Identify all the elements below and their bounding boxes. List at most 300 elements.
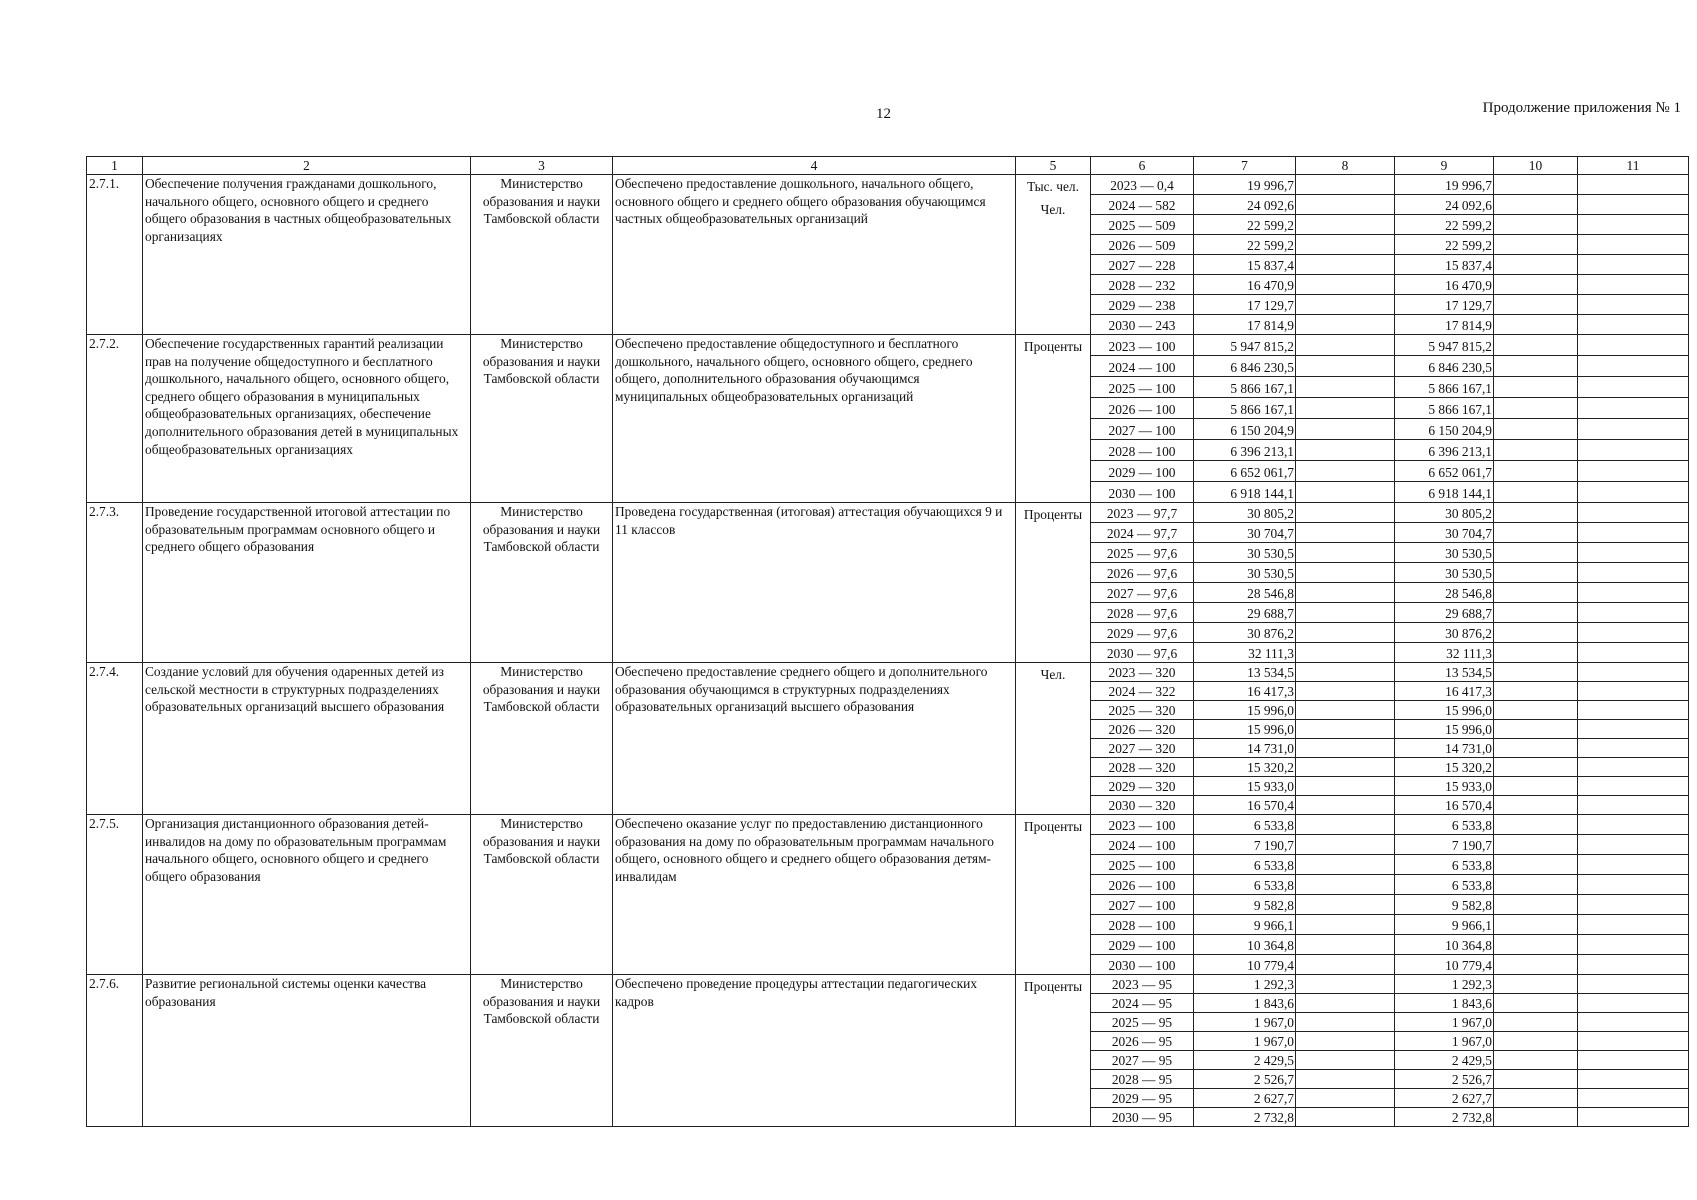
funding-col-9: 9 582,8 (1395, 895, 1494, 915)
funding-col-11 (1578, 503, 1689, 523)
funding-col-8 (1296, 815, 1395, 835)
table-row (87, 175, 1689, 195)
funding-col-11 (1578, 295, 1689, 315)
activity-number: 2.7.6. (87, 975, 143, 1127)
funding-col-10 (1494, 663, 1578, 682)
unit-label: Чел. (1040, 202, 1066, 217)
funding-col-11 (1578, 235, 1689, 255)
funding-col-9: 10 364,8 (1395, 935, 1494, 955)
indicator-value: 2027 — 320 (1091, 739, 1194, 758)
funding-col-10 (1494, 1013, 1578, 1032)
funding-col-8 (1296, 935, 1395, 955)
funding-col-10 (1494, 583, 1578, 603)
funding-total: 1 292,3 (1194, 975, 1296, 994)
funding-col-8 (1296, 335, 1395, 356)
funding-col-8 (1296, 994, 1395, 1013)
funding-col-10 (1494, 835, 1578, 855)
indicator-value: 2024 — 582 (1091, 195, 1194, 215)
funding-total: 1 967,0 (1194, 1013, 1296, 1032)
indicator-value: 2025 — 97,6 (1091, 543, 1194, 563)
funding-col-9: 14 731,0 (1395, 739, 1494, 758)
funding-col-9: 16 570,4 (1395, 796, 1494, 815)
funding-total: 2 526,7 (1194, 1070, 1296, 1089)
funding-total: 6 533,8 (1194, 855, 1296, 875)
indicator-value: 2026 — 100 (1091, 875, 1194, 895)
funding-col-8 (1296, 955, 1395, 975)
funding-col-8 (1296, 1070, 1395, 1089)
indicator-value: 2025 — 509 (1091, 215, 1194, 235)
funding-col-9: 22 599,2 (1395, 235, 1494, 255)
funding-col-9: 6 533,8 (1395, 855, 1494, 875)
indicator-value: 2030 — 100 (1091, 482, 1194, 503)
funding-col-8 (1296, 215, 1395, 235)
funding-total: 6 846 230,5 (1194, 356, 1296, 377)
funding-col-10 (1494, 563, 1578, 583)
funding-col-10 (1494, 758, 1578, 777)
funding-col-11 (1578, 1013, 1689, 1032)
activity-number: 2.7.4. (87, 663, 143, 815)
expected-result: Обеспечено предоставление общедоступного и бесплатного дошкольного, начального общего, основного общего, среднего общего, дополнительного образования обучающимся муниципальных общеобразовательных организаций (613, 335, 1016, 503)
indicator-value: 2029 — 97,6 (1091, 623, 1194, 643)
funding-col-8 (1296, 1051, 1395, 1070)
funding-col-9: 10 779,4 (1395, 955, 1494, 975)
funding-col-9: 2 627,7 (1395, 1089, 1494, 1108)
funding-total: 15 996,0 (1194, 701, 1296, 720)
funding-col-11 (1578, 175, 1689, 195)
funding-total: 16 417,3 (1194, 682, 1296, 701)
unit-of-measure (1016, 503, 1091, 663)
table-row (87, 503, 1689, 523)
indicator-value: 2024 — 100 (1091, 356, 1194, 377)
funding-col-10 (1494, 994, 1578, 1013)
indicator-value: 2030 — 97,6 (1091, 643, 1194, 663)
funding-col-10 (1494, 543, 1578, 563)
funding-col-11 (1578, 335, 1689, 356)
funding-col-11 (1578, 1032, 1689, 1051)
column-header-1: 1 (87, 157, 143, 175)
funding-col-9: 15 837,4 (1395, 255, 1494, 275)
funding-total: 9 966,1 (1194, 915, 1296, 935)
funding-total: 17 814,9 (1194, 315, 1296, 335)
funding-total: 5 947 815,2 (1194, 335, 1296, 356)
expected-result: Обеспечено проведение процедуры аттестации педагогических кадров (613, 975, 1016, 1127)
funding-col-10 (1494, 335, 1578, 356)
activity-name: Проведение государственной итоговой аттестации по образовательным программам основного общего и среднего общего образования (143, 503, 471, 663)
table-row (87, 975, 1689, 994)
column-header-3: 3 (471, 157, 613, 175)
funding-col-11 (1578, 440, 1689, 461)
responsible-executor: Министерство образования и науки Тамбовской области (471, 335, 613, 503)
funding-col-9: 13 534,5 (1395, 663, 1494, 682)
unit-of-measure (1016, 663, 1091, 815)
funding-col-10 (1494, 215, 1578, 235)
funding-col-10 (1494, 777, 1578, 796)
indicator-value: 2023 — 100 (1091, 815, 1194, 835)
funding-total: 15 837,4 (1194, 255, 1296, 275)
funding-col-9: 22 599,2 (1395, 215, 1494, 235)
funding-col-10 (1494, 796, 1578, 815)
activity-number: 2.7.1. (87, 175, 143, 335)
activity-number: 2.7.2. (87, 335, 143, 503)
indicator-value: 2023 — 320 (1091, 663, 1194, 682)
activity-number: 2.7.5. (87, 815, 143, 975)
funding-col-9: 15 996,0 (1395, 720, 1494, 739)
expected-result: Обеспечено оказание услуг по предоставлению дистанционного образования на дому по образовательным программам начального общего, основного общего и среднего общего образования детям-инвалидам (613, 815, 1016, 975)
column-header-11: 11 (1578, 157, 1689, 175)
indicator-value: 2027 — 228 (1091, 255, 1194, 275)
funding-col-8 (1296, 315, 1395, 335)
indicator-value: 2028 — 95 (1091, 1070, 1194, 1089)
funding-col-10 (1494, 440, 1578, 461)
funding-col-11 (1578, 482, 1689, 503)
funding-col-10 (1494, 503, 1578, 523)
unit-of-measure (1016, 815, 1091, 975)
funding-col-9: 15 933,0 (1395, 777, 1494, 796)
funding-col-10 (1494, 720, 1578, 739)
funding-col-8 (1296, 758, 1395, 777)
funding-col-8 (1296, 275, 1395, 295)
unit-label: Проценты (1023, 979, 1083, 994)
funding-col-9: 30 805,2 (1395, 503, 1494, 523)
funding-col-9: 24 092,6 (1395, 195, 1494, 215)
funding-col-9: 7 190,7 (1395, 835, 1494, 855)
indicator-value: 2028 — 100 (1091, 915, 1194, 935)
funding-total: 30 530,5 (1194, 543, 1296, 563)
funding-col-9: 6 533,8 (1395, 875, 1494, 895)
funding-col-10 (1494, 1051, 1578, 1070)
funding-col-8 (1296, 482, 1395, 503)
funding-col-10 (1494, 1089, 1578, 1108)
indicator-value: 2026 — 509 (1091, 235, 1194, 255)
responsible-executor: Министерство образования и науки Тамбовской области (471, 815, 613, 975)
unit-label: Проценты (1023, 339, 1083, 354)
program-activities-table (86, 156, 1689, 1127)
funding-col-10 (1494, 603, 1578, 623)
indicator-value: 2024 — 322 (1091, 682, 1194, 701)
funding-col-8 (1296, 440, 1395, 461)
table-row (87, 815, 1689, 835)
funding-total: 30 530,5 (1194, 563, 1296, 583)
funding-total: 22 599,2 (1194, 235, 1296, 255)
funding-col-11 (1578, 215, 1689, 235)
funding-col-8 (1296, 235, 1395, 255)
funding-col-9: 15 996,0 (1395, 701, 1494, 720)
activity-name: Обеспечение получения гражданами дошкольного, начального общего, основного общего и среднего общего образования в частных общеобразовательных организациях (143, 175, 471, 335)
funding-col-10 (1494, 1070, 1578, 1089)
table-row (87, 663, 1689, 682)
column-header-10: 10 (1494, 157, 1578, 175)
funding-col-11 (1578, 835, 1689, 855)
funding-col-9: 5 947 815,2 (1395, 335, 1494, 356)
funding-col-8 (1296, 1013, 1395, 1032)
funding-col-10 (1494, 275, 1578, 295)
indicator-value: 2027 — 100 (1091, 419, 1194, 440)
funding-col-9: 17 129,7 (1395, 295, 1494, 315)
funding-col-9: 6 846 230,5 (1395, 356, 1494, 377)
funding-col-11 (1578, 915, 1689, 935)
funding-col-10 (1494, 975, 1578, 994)
indicator-value: 2029 — 320 (1091, 777, 1194, 796)
funding-col-11 (1578, 955, 1689, 975)
funding-col-9: 30 876,2 (1395, 623, 1494, 643)
funding-col-8 (1296, 583, 1395, 603)
indicator-value: 2028 — 232 (1091, 275, 1194, 295)
funding-col-11 (1578, 975, 1689, 994)
unit-of-measure (1016, 335, 1091, 503)
activity-name: Обеспечение государственных гарантий реализации прав на получение общедоступного и бесплатного дошкольного, начального общего, основного общего, среднего общего образования в муниципальных общеобразовательных организациях, обеспечение дополнительного образования детей в муниципальных общеобразовательных организациях (143, 335, 471, 503)
column-header-4: 4 (613, 157, 1016, 175)
funding-total: 16 470,9 (1194, 275, 1296, 295)
funding-col-9: 6 918 144,1 (1395, 482, 1494, 503)
funding-col-9: 6 396 213,1 (1395, 440, 1494, 461)
funding-col-9: 2 526,7 (1395, 1070, 1494, 1089)
funding-total: 10 364,8 (1194, 935, 1296, 955)
funding-col-11 (1578, 1070, 1689, 1089)
funding-col-9: 17 814,9 (1395, 315, 1494, 335)
funding-col-8 (1296, 419, 1395, 440)
funding-total: 10 779,4 (1194, 955, 1296, 975)
indicator-value: 2023 — 0,4 (1091, 175, 1194, 195)
funding-total: 6 918 144,1 (1194, 482, 1296, 503)
funding-col-11 (1578, 855, 1689, 875)
responsible-executor: Министерство образования и науки Тамбовской области (471, 503, 613, 663)
funding-col-11 (1578, 315, 1689, 335)
funding-total: 15 996,0 (1194, 720, 1296, 739)
indicator-value: 2025 — 95 (1091, 1013, 1194, 1032)
column-number-row (87, 157, 1689, 175)
indicator-value: 2030 — 95 (1091, 1108, 1194, 1127)
funding-col-10 (1494, 682, 1578, 701)
funding-col-10 (1494, 482, 1578, 503)
funding-col-9: 6 150 204,9 (1395, 419, 1494, 440)
funding-col-8 (1296, 563, 1395, 583)
responsible-executor: Министерство образования и науки Тамбовской области (471, 975, 613, 1127)
funding-total: 1 843,6 (1194, 994, 1296, 1013)
appendix-continuation-label: Продолжение приложения № 1 (1482, 100, 1681, 116)
funding-total: 2 732,8 (1194, 1108, 1296, 1127)
funding-col-10 (1494, 523, 1578, 543)
funding-col-9: 5 866 167,1 (1395, 377, 1494, 398)
indicator-value: 2024 — 97,7 (1091, 523, 1194, 543)
funding-col-11 (1578, 1089, 1689, 1108)
funding-col-8 (1296, 643, 1395, 663)
funding-col-9: 1 967,0 (1395, 1013, 1494, 1032)
indicator-value: 2027 — 100 (1091, 895, 1194, 915)
funding-col-9: 9 966,1 (1395, 915, 1494, 935)
funding-col-11 (1578, 875, 1689, 895)
funding-col-11 (1578, 398, 1689, 419)
funding-col-8 (1296, 503, 1395, 523)
expected-result: Обеспечено предоставление дошкольного, начального общего, основного общего и среднего общего образования обучающимся частных общеобразовательных организаций (613, 175, 1016, 335)
unit-label: Проценты (1023, 507, 1083, 522)
column-header-8: 8 (1296, 157, 1395, 175)
funding-col-11 (1578, 275, 1689, 295)
funding-col-8 (1296, 377, 1395, 398)
unit-of-measure (1016, 975, 1091, 1127)
indicator-value: 2027 — 97,6 (1091, 583, 1194, 603)
funding-col-8 (1296, 623, 1395, 643)
funding-col-11 (1578, 1108, 1689, 1127)
column-header-6: 6 (1091, 157, 1194, 175)
funding-total: 15 933,0 (1194, 777, 1296, 796)
funding-col-11 (1578, 1051, 1689, 1070)
funding-total: 6 396 213,1 (1194, 440, 1296, 461)
funding-total: 5 866 167,1 (1194, 377, 1296, 398)
funding-col-10 (1494, 398, 1578, 419)
funding-col-11 (1578, 603, 1689, 623)
funding-col-8 (1296, 195, 1395, 215)
activity-name: Развитие региональной системы оценки качества образования (143, 975, 471, 1127)
activity-name: Организация дистанционного образования детей-инвалидов на дому по образовательным программам начального общего, основного общего и среднего общего образования (143, 815, 471, 975)
table-row (87, 335, 1689, 356)
activity-name: Создание условий для обучения одаренных детей из сельской местности в структурных подразделениях образовательных организаций высшего образования (143, 663, 471, 815)
funding-total: 30 805,2 (1194, 503, 1296, 523)
funding-col-11 (1578, 895, 1689, 915)
funding-col-11 (1578, 682, 1689, 701)
funding-col-10 (1494, 377, 1578, 398)
indicator-value: 2028 — 100 (1091, 440, 1194, 461)
funding-col-11 (1578, 720, 1689, 739)
funding-total: 30 704,7 (1194, 523, 1296, 543)
funding-col-10 (1494, 701, 1578, 720)
funding-col-11 (1578, 935, 1689, 955)
funding-col-9: 1 843,6 (1395, 994, 1494, 1013)
funding-col-11 (1578, 643, 1689, 663)
funding-total: 28 546,8 (1194, 583, 1296, 603)
column-header-9: 9 (1395, 157, 1494, 175)
funding-col-9: 5 866 167,1 (1395, 398, 1494, 419)
funding-col-8 (1296, 543, 1395, 563)
funding-col-11 (1578, 461, 1689, 482)
funding-col-10 (1494, 315, 1578, 335)
funding-col-11 (1578, 583, 1689, 603)
indicator-value: 2026 — 95 (1091, 1032, 1194, 1051)
funding-total: 1 967,0 (1194, 1032, 1296, 1051)
funding-col-11 (1578, 701, 1689, 720)
funding-total: 6 150 204,9 (1194, 419, 1296, 440)
funding-col-10 (1494, 1032, 1578, 1051)
funding-col-8 (1296, 835, 1395, 855)
responsible-executor: Министерство образования и науки Тамбовской области (471, 663, 613, 815)
funding-col-10 (1494, 895, 1578, 915)
funding-total: 6 533,8 (1194, 815, 1296, 835)
funding-col-8 (1296, 701, 1395, 720)
unit-label: Тыс. чел. (1027, 179, 1079, 194)
funding-col-10 (1494, 815, 1578, 835)
indicator-value: 2029 — 100 (1091, 935, 1194, 955)
funding-total: 2 429,5 (1194, 1051, 1296, 1070)
funding-total: 14 731,0 (1194, 739, 1296, 758)
indicator-value: 2028 — 97,6 (1091, 603, 1194, 623)
column-header-7: 7 (1194, 157, 1296, 175)
funding-col-11 (1578, 377, 1689, 398)
funding-total: 6 533,8 (1194, 875, 1296, 895)
indicator-value: 2023 — 97,7 (1091, 503, 1194, 523)
funding-col-11 (1578, 777, 1689, 796)
funding-col-11 (1578, 796, 1689, 815)
funding-col-9: 1 967,0 (1395, 1032, 1494, 1051)
funding-col-10 (1494, 1108, 1578, 1127)
expected-result: Проведена государственная (итоговая) аттестация обучающихся 9 и 11 классов (613, 503, 1016, 663)
indicator-value: 2027 — 95 (1091, 1051, 1194, 1070)
indicator-value: 2023 — 95 (1091, 975, 1194, 994)
funding-col-10 (1494, 356, 1578, 377)
indicator-value: 2024 — 95 (1091, 994, 1194, 1013)
funding-col-8 (1296, 175, 1395, 195)
funding-col-10 (1494, 875, 1578, 895)
funding-col-8 (1296, 356, 1395, 377)
funding-col-8 (1296, 777, 1395, 796)
funding-col-10 (1494, 461, 1578, 482)
funding-total: 7 190,7 (1194, 835, 1296, 855)
column-header-2: 2 (143, 157, 471, 175)
indicator-value: 2025 — 100 (1091, 377, 1194, 398)
funding-col-9: 15 320,2 (1395, 758, 1494, 777)
funding-total: 16 570,4 (1194, 796, 1296, 815)
funding-total: 17 129,7 (1194, 295, 1296, 315)
funding-col-10 (1494, 623, 1578, 643)
indicator-value: 2026 — 320 (1091, 720, 1194, 739)
funding-col-11 (1578, 419, 1689, 440)
funding-col-8 (1296, 855, 1395, 875)
funding-col-9: 16 417,3 (1395, 682, 1494, 701)
funding-col-11 (1578, 543, 1689, 563)
funding-col-10 (1494, 915, 1578, 935)
indicator-value: 2026 — 97,6 (1091, 563, 1194, 583)
funding-total: 22 599,2 (1194, 215, 1296, 235)
funding-col-8 (1296, 398, 1395, 419)
funding-col-10 (1494, 855, 1578, 875)
indicator-value: 2030 — 320 (1091, 796, 1194, 815)
indicator-value: 2029 — 100 (1091, 461, 1194, 482)
funding-total: 9 582,8 (1194, 895, 1296, 915)
funding-col-9: 6 652 061,7 (1395, 461, 1494, 482)
funding-col-11 (1578, 663, 1689, 682)
funding-col-8 (1296, 739, 1395, 758)
indicator-value: 2025 — 320 (1091, 701, 1194, 720)
funding-col-8 (1296, 895, 1395, 915)
funding-col-11 (1578, 739, 1689, 758)
funding-total: 30 876,2 (1194, 623, 1296, 643)
funding-col-11 (1578, 815, 1689, 835)
funding-col-8 (1296, 796, 1395, 815)
funding-col-11 (1578, 255, 1689, 275)
funding-total: 5 866 167,1 (1194, 398, 1296, 419)
funding-col-11 (1578, 623, 1689, 643)
indicator-value: 2030 — 100 (1091, 955, 1194, 975)
funding-col-8 (1296, 720, 1395, 739)
funding-col-9: 30 530,5 (1395, 563, 1494, 583)
unit-label: Чел. (1040, 667, 1066, 682)
funding-col-11 (1578, 758, 1689, 777)
funding-col-9: 6 533,8 (1395, 815, 1494, 835)
funding-col-8 (1296, 255, 1395, 275)
funding-total: 24 092,6 (1194, 195, 1296, 215)
funding-col-9: 30 530,5 (1395, 543, 1494, 563)
indicator-value: 2025 — 100 (1091, 855, 1194, 875)
funding-total: 29 688,7 (1194, 603, 1296, 623)
funding-col-8 (1296, 295, 1395, 315)
indicator-value: 2029 — 238 (1091, 295, 1194, 315)
funding-total: 2 627,7 (1194, 1089, 1296, 1108)
funding-col-10 (1494, 255, 1578, 275)
funding-total: 6 652 061,7 (1194, 461, 1296, 482)
funding-col-10 (1494, 195, 1578, 215)
funding-col-8 (1296, 523, 1395, 543)
funding-col-9: 1 292,3 (1395, 975, 1494, 994)
funding-col-10 (1494, 419, 1578, 440)
activity-number: 2.7.3. (87, 503, 143, 663)
